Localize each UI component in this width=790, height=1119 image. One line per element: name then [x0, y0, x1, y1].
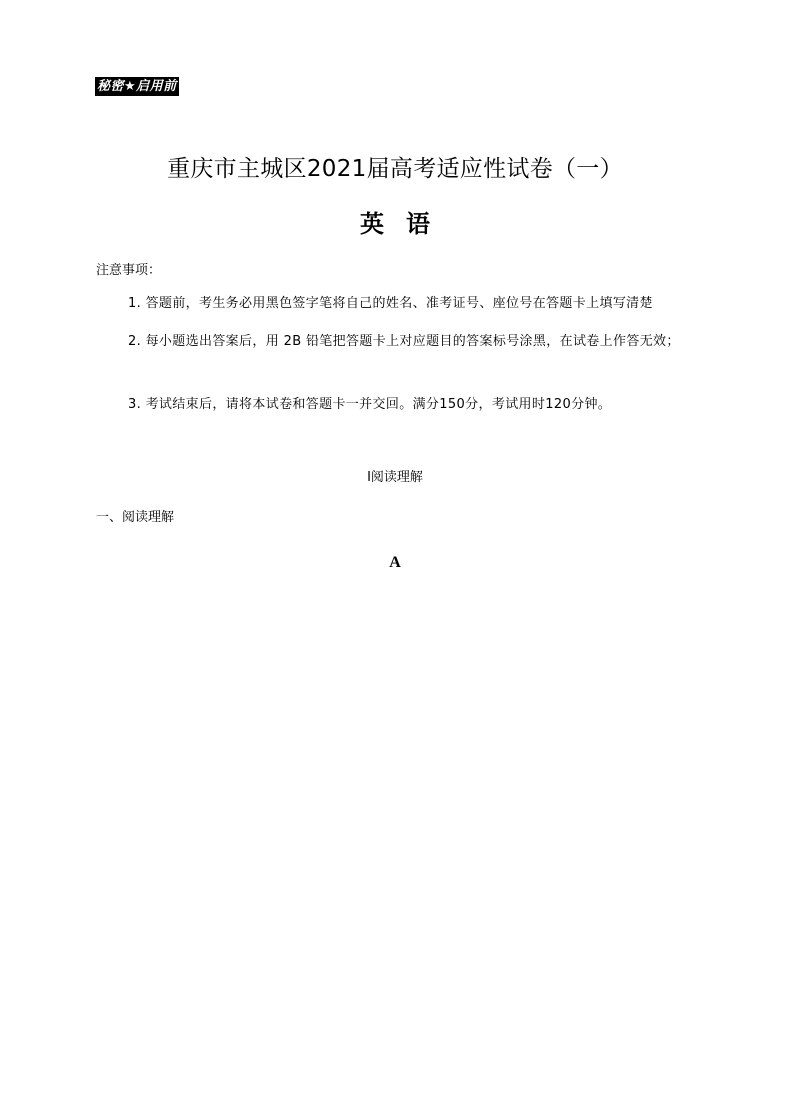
- notice-item: 1. 答题前，考生务必用黑色签字笔将自己的姓名、准考证号、座位号在答题卡上填写清楚: [128, 296, 653, 311]
- exam-title: 重庆市主城区2021届高考适应性试卷（一）: [167, 156, 623, 182]
- part-title: 一、阅读理解: [96, 510, 175, 525]
- passage-label: A: [389, 554, 401, 571]
- notice-heading: 注意事项：: [96, 263, 162, 278]
- section-title: Ⅰ阅读理解: [367, 470, 423, 485]
- notice-item: 3. 考试结束后，请将本试卷和答题卡一并交回。满分150分，考试用时120分钟。: [128, 397, 612, 412]
- notice-item: 2. 每小题选出答案后，用 2B 铅笔把答题卡上对应题目的答案标号涂黑，在试卷上作答无效；: [128, 334, 680, 349]
- secret-label: 秘密★启用前: [97, 79, 177, 94]
- exam-subject: 英语: [360, 210, 452, 238]
